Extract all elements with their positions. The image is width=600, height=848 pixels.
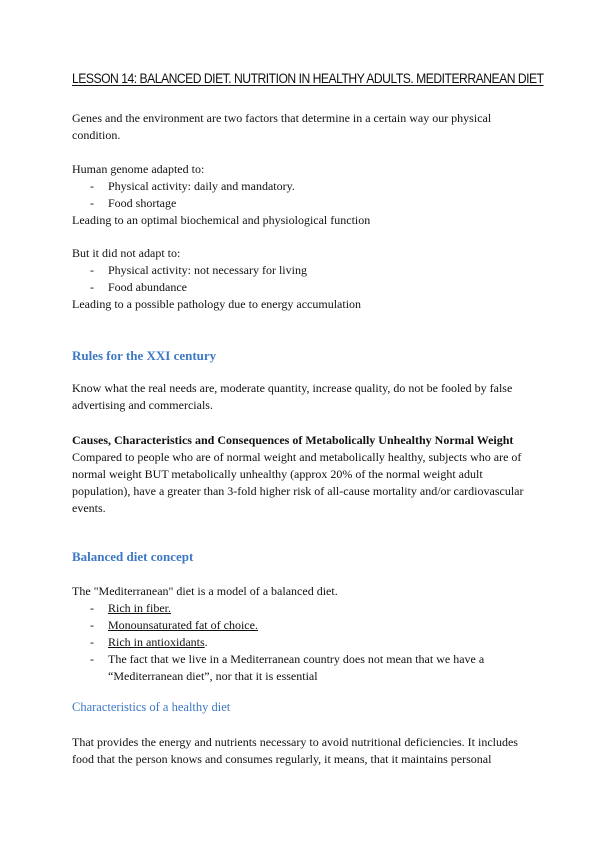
causes-paragraph: Compared to people who are of normal weight and metabolically healthy, subjects who are of normal weight BUT metabolically unhealthy (approx 20% of the normal weight adult population), have a greater than 3-fold higher risk of all-cause mortality and/or cardiovascular events.: [72, 450, 524, 515]
adapted-result: Leading to an optimal biochemical and physiological function: [72, 213, 371, 227]
balanced-list: [72, 600, 534, 685]
balanced-heading: Balanced diet concept: [72, 549, 194, 564]
fat-text: Monounsaturated fat of choice.: [108, 618, 258, 632]
list-item: - Food shortage: [72, 195, 534, 212]
antioxidants-text: Rich in antioxidants: [108, 635, 205, 649]
not-adapted-list: [72, 262, 534, 296]
not-adapted-result: Leading to a possible pathology due to energy accumulation: [72, 297, 362, 311]
list-item: [72, 600, 534, 617]
rules-paragraph: Know what the real needs are, moderate quantity, increase quality, do not be fooled by false advertising and commercials.: [72, 381, 513, 412]
list-item: - Physical activity: not necessary for living: [72, 262, 534, 279]
intro-paragraph: Genes and the environment are two factors that determine in a certain way our physical condition.: [72, 111, 492, 142]
list-item: [72, 634, 534, 651]
not-adapted-lead: But it did not adapt to:: [72, 246, 181, 260]
list-item: - Physical activity: daily and mandatory.: [72, 178, 534, 195]
adapted-section: [72, 161, 534, 229]
antioxidants-suffix: .: [204, 635, 208, 649]
balanced-section: [72, 583, 534, 685]
lesson-title: LESSON 14: BALANCED DIET. NUTRITION IN HEALTHY ADULTS. MEDITERRANEAN DIET: [72, 71, 544, 86]
not-adapted-section: [72, 245, 534, 313]
balanced-lead: The "Mediterranean" diet is a model of a balanced diet.: [72, 584, 338, 598]
adapted-lead: Human genome adapted to:: [72, 162, 205, 176]
adapted-list: [72, 178, 534, 212]
list-item: [72, 617, 534, 634]
healthy-paragraph: That provides the energy and nutrients necessary to avoid nutritional deficiencies. It includes food that the person knows and consumes regularly, it means, that it maintains personal: [72, 735, 518, 766]
causes-heading: Causes, Characteristics and Consequences of Metabolically Unhealthy Normal Weight: [72, 433, 514, 447]
rules-heading: Rules for the XXI century: [72, 348, 217, 363]
causes-section: [72, 432, 542, 517]
healthy-heading: Characteristics of a healthy diet: [72, 700, 231, 714]
fiber-text: Rich in fiber.: [108, 601, 171, 615]
list-item: - Food abundance: [72, 279, 534, 296]
list-item: - The fact that we live in a Mediterranean country does not mean that we have a “Mediterranean diet”, nor that it is essential: [72, 651, 534, 685]
